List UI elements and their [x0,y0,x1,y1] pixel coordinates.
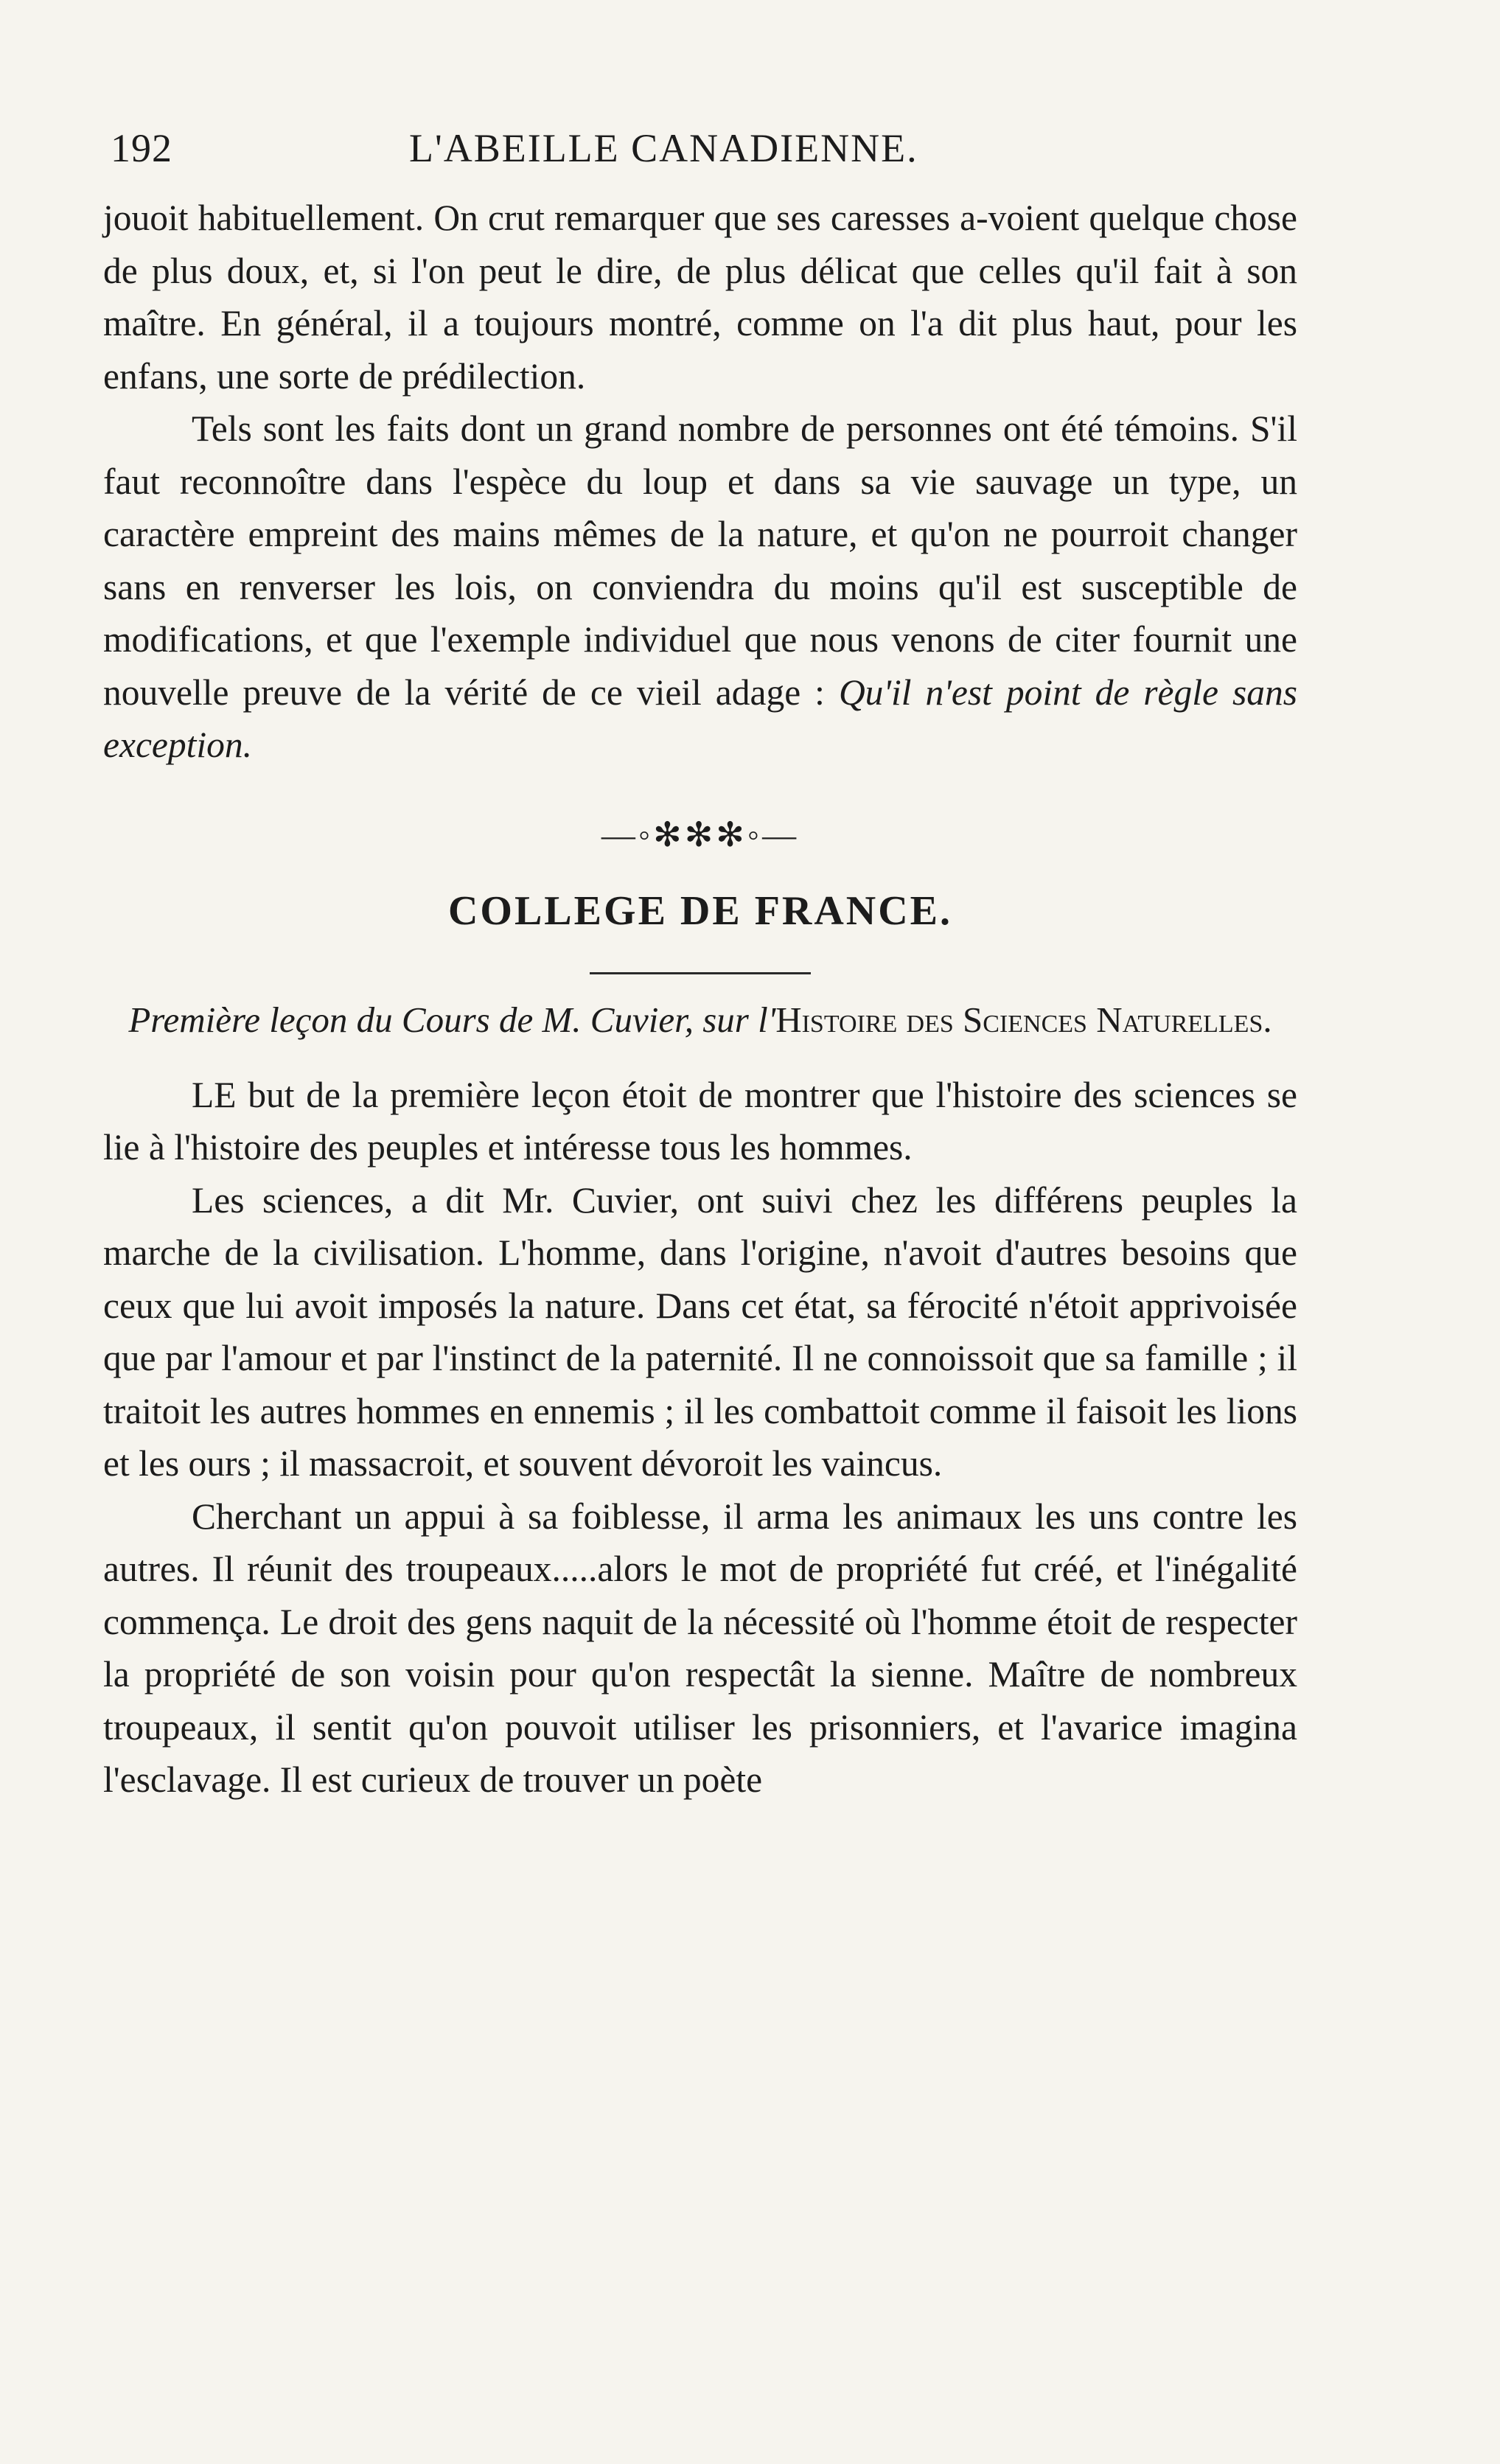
ornament-divider: —◦✻✻✻◦— [601,815,800,854]
paragraph-wolf-testimony [103,402,1297,772]
adage-italic: Qu'il n'est point de règle sans exception. [103,671,1297,765]
subtitle-smallcaps: Histoire des Sciences Naturelles. [775,999,1272,1040]
page-number: 192 [111,126,172,170]
paragraph-lesson-purpose: LE but de la première leçon étoit de montrer que l'histoire des sciences se lie à l'histoire des peuples et intéresse tous les hommes. [103,1074,1297,1168]
section-title: COLLEGE DE FRANCE. [447,887,953,934]
paragraph-text: Tels sont les faits dont un grand nombre de personnes ont été témoins. S'il faut reconnoître dans l'espèce du loup et dans sa vie sauvage un type, un caractère empreint des mains mêmes de la nature, et qu'on ne pourroit changer sans en renverser les lois, on conviendra du moins qu'il est susceptible de modifications, et que l'exemple individuel que nous venons de citer fournit une nouvelle preuve de la vérité de ce vieil adage : [103,408,1297,713]
running-head [103,125,1297,184]
book-page [103,125,1297,1807]
subtitle-italic: Première leçon du Cours de M. Cuvier, sur l' [128,999,776,1040]
running-title: L'ABEILLE CANADIENNE. [409,126,918,170]
section-subtitle [103,994,1297,1047]
paragraph-sciences-civilisation: Les sciences, a dit Mr. Cuvier, ont suivi chez les différens peuples la marche de la civilisation. L'homme, dans l'origine, n'avoit d'autres besoins que ceux que lui avoit imposés la nature. Dans cet état, sa férocité n'étoit apprivoisée que par l'amour et par l'instinct de la paternité. Il ne connoissoit que sa famille ; il traitoit les autres hommes en ennemis ; il les combattoit comme il faisoit les lions et les ours ; il massacroit, et souvent dévoroit les vaincus. [103,1179,1297,1484]
paragraph-continued: jouoit habituellement. On crut remarquer que ses caresses a-voient quelque chose de plus doux, et, si l'on peut le dire, de plus délicat que celles qu'il fait à son maître. En général, il a toujours montré, comme on l'a dit plus haut, pour les enfans, une sorte de prédilection. [103,198,1297,397]
paragraph-property-slavery: Cherchant un appui à sa foiblesse, il arma les animaux les uns contre les autres. Il réunit des troupeaux.....alors le mot de propriété fut créé, et l'inégalité commença. Le droit des gens naquit de la nécessité où l'homme étoit de respecter la propriété de son voisin pour qu'on respectât la sienne. Maître de nombreux troupeaux, il sentit qu'on pouvoit utiliser les prisonniers, et l'avarice imagina l'esclavage. Il est curieux de trouver un poète [103,1495,1297,1800]
title-rule [590,972,811,974]
